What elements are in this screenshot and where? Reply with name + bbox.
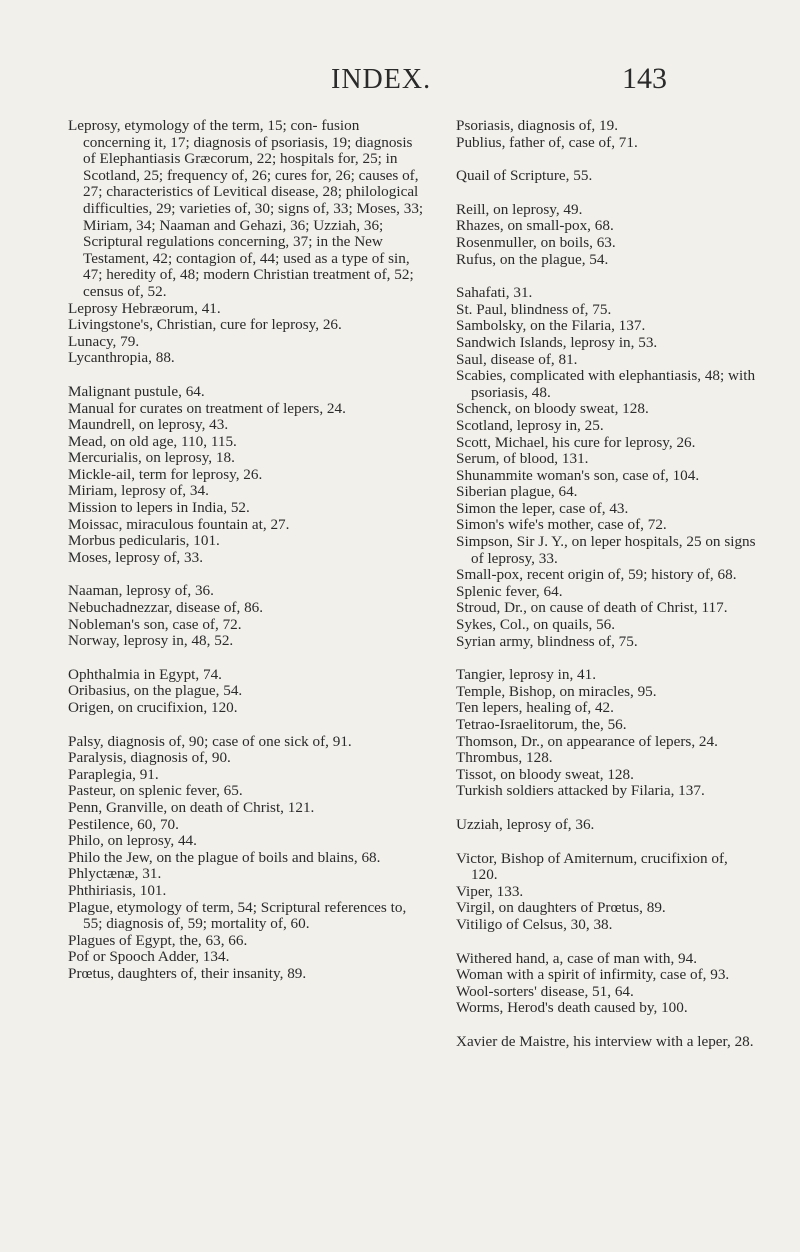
index-entry: Victor, Bishop of Amiternum, crucifixion of, 120.: [456, 849, 728, 884]
index-entry: Simon the leper, case of, 43.: [456, 499, 629, 517]
index-column-right: [456, 118, 756, 1051]
index-entry: Paralysis, diagnosis of, 90.: [68, 749, 231, 767]
index-entry: Scott, Michael, his cure for leprosy, 26.: [456, 433, 696, 451]
index-entry: Stroud, Dr., on cause of death of Christ, 117.: [456, 599, 728, 617]
index-entry: Vitiligo of Celsus, 30, 38.: [456, 915, 613, 933]
letter-section-gap: [456, 151, 756, 168]
index-entry: Pasteur, on splenic fever, 65.: [68, 782, 243, 800]
letter-section-gap: [456, 934, 756, 951]
index-entry: Ophthalmia in Egypt, 74.: [68, 665, 222, 683]
index-entry: Thomson, Dr., on appearance of lepers, 24.: [456, 732, 718, 750]
index-entry: Livingstone's, Christian, cure for leprosy, 26.: [68, 316, 342, 334]
index-entry: Philo, on leprosy, 44.: [68, 832, 197, 850]
index-entry: Saul, disease of, 81.: [456, 350, 578, 368]
index-entry: Sambolsky, on the Filaria, 137.: [456, 317, 646, 335]
index-entry: Leprosy Hebræorum, 41.: [68, 299, 221, 317]
letter-section-gap: [456, 185, 756, 202]
index-entry: Naaman, leprosy of, 36.: [68, 582, 214, 600]
index-entry: Small-pox, recent origin of, 59; history of, 68.: [456, 566, 737, 584]
index-entry: Plague, etymology of term, 54; Scriptural references to, 55; diagnosis of, 59; mortality of, 60.: [68, 898, 407, 933]
index-entry: Prœtus, daughters of, their insanity, 89.: [68, 964, 307, 982]
page-number: 143: [622, 62, 667, 95]
letter-section-gap: [68, 566, 424, 583]
index-entry: Schenck, on bloody sweat, 128.: [456, 400, 649, 418]
index-entry: Nebuchadnezzar, disease of, 86.: [68, 599, 264, 617]
index-entry: Origen, on crucifixion, 120.: [68, 699, 238, 716]
index-entry: Woman with a spirit of infirmity, case of, 93.: [456, 966, 730, 984]
index-entry: Tissot, on bloody sweat, 128.: [456, 765, 634, 783]
index-entry: Morbus pedicularis, 101.: [68, 532, 220, 550]
index-entry: Worms, Herod's death caused by, 100.: [456, 999, 688, 1017]
index-entry: St. Paul, blindness of, 75.: [456, 300, 612, 318]
letter-section-gap: [456, 1017, 756, 1034]
index-entry: Tangier, leprosy in, 41.: [456, 666, 597, 684]
index-entry: Scotland, leprosy in, 25.: [456, 416, 604, 434]
index-entry: Palsy, diagnosis of, 90; case of one sick of, 91.: [68, 732, 352, 750]
index-entry: Simon's wife's mother, case of, 72.: [456, 516, 667, 534]
index-column-left: [68, 118, 424, 983]
index-entry: Phthiriasis, 101.: [68, 881, 167, 899]
index-entry: Temple, Bishop, on miracles, 95.: [456, 682, 657, 700]
index-entry: Lunacy, 79.: [68, 332, 140, 350]
index-entry: Nobleman's son, case of, 72.: [68, 615, 242, 633]
index-entry: Mercurialis, on leprosy, 18.: [68, 449, 235, 467]
index-entry: Lycanthropia, 88.: [68, 349, 175, 367]
index-entry: Paraplegia, 91.: [68, 765, 159, 783]
index-entry: Xavier de Maistre, his interview with a leper, 28.: [456, 1032, 754, 1050]
letter-section-gap: [68, 650, 424, 667]
index-entry: Uzziah, leprosy of, 36.: [456, 815, 595, 833]
index-entry: Sandwich Islands, leprosy in, 53.: [456, 333, 658, 351]
letter-section-gap: [456, 834, 756, 851]
index-entry: Penn, Granville, on death of Christ, 121.: [68, 798, 315, 816]
index-entry: Turkish soldiers attacked by Filaria, 137.: [456, 782, 705, 800]
index-entry: Oribasius, on the plague, 54.: [68, 682, 243, 700]
index-entry: Mickle-ail, term for leprosy, 26.: [68, 465, 263, 483]
index-entry: Thrombus, 128.: [456, 749, 553, 767]
index-entry: Miriam, leprosy of, 34.: [68, 482, 209, 500]
index-entry: Moissac, miraculous fountain at, 27.: [68, 515, 290, 533]
index-entry: Simpson, Sir J. Y., on leper hospitals, 25 on signs of leprosy, 33.: [456, 533, 756, 567]
index-entry: Phlyctænæ, 31.: [68, 865, 162, 883]
index-entry: Philo the Jew, on the plague of boils and blains, 68.: [68, 848, 381, 866]
index-entry: Sykes, Col., on quails, 56.: [456, 616, 616, 634]
index-entry: Withered hand, a, case of man with, 94.: [456, 949, 698, 967]
index-entry: Quail of Scripture, 55.: [456, 167, 593, 185]
index-entry: Serum, of blood, 131.: [456, 450, 589, 468]
index-entry: Virgil, on daughters of Prœtus, 89.: [456, 899, 666, 917]
index-entry: Psoriasis, diagnosis of, 19.: [456, 117, 619, 134]
index-entry: Sahafati, 31.: [456, 284, 533, 302]
index-entry: Maundrell, on leprosy, 43.: [68, 416, 229, 434]
index-entry: Syrian army, blindness of, 75.: [456, 632, 638, 650]
index-entry: Pestilence, 60, 70.: [68, 815, 179, 833]
letter-section-gap: [68, 717, 424, 734]
index-entry: Publius, father of, case of, 71.: [456, 133, 638, 151]
index-entry: Leprosy, etymology of the term, 15; con- fusion concerning it, 17; diagnosis of psoriasis, 19; diagnosis of Elephantiasis Græcorum, 22; hospitals for, 25; in Scotland, 25; frequency of, 26; cures for, 26; causes of, 27; characteristics of Levitical disease, 28; philological difficulties, 29; varieties of, 30; signs of, 33; Moses, 33; Miriam, 34; Naaman and Gehazi, 36; Uzziah, 36; Scriptural regulations concerning, 37; in the New Testament, 42; contagion of, 44; used as a type of sin, 47; heredity of, 48; modern Christian treatment of, 52; census of, 52.: [68, 117, 424, 300]
index-entry: Siberian plague, 64.: [456, 483, 578, 501]
index-entry: Moses, leprosy of, 33.: [68, 548, 203, 566]
index-entry: Ten lepers, healing of, 42.: [456, 699, 614, 717]
letter-section-gap: [456, 800, 756, 817]
page-title: INDEX.: [331, 64, 432, 95]
index-entry: Shunammite woman's son, case of, 104.: [456, 466, 700, 484]
letter-section-gap: [456, 268, 756, 285]
index-entry: Reill, on leprosy, 49.: [456, 200, 583, 218]
index-entry: Rufus, on the plague, 54.: [456, 250, 609, 268]
index-entry: Plagues of Egypt, the, 63, 66.: [68, 931, 248, 949]
index-entry: Rosenmuller, on boils, 63.: [456, 233, 616, 251]
running-head: [0, 62, 800, 102]
index-entry: Viper, 133.: [456, 882, 524, 900]
index-entry: Rhazes, on small-pox, 68.: [456, 217, 614, 235]
index-entry: Wool-sorters' disease, 51, 64.: [456, 982, 634, 1000]
index-entry: Pof or Spooch Adder, 134.: [68, 948, 230, 966]
index-entry: Norway, leprosy in, 48, 52.: [68, 632, 234, 650]
index-entry: Mission to lepers in India, 52.: [68, 499, 250, 517]
index-entry: Scabies, complicated with elephantiasis, 48; with psoriasis, 48.: [456, 367, 756, 401]
index-entry: Manual for curates on treatment of lepers, 24.: [68, 399, 346, 417]
letter-section-gap: [456, 650, 756, 667]
index-entry: Splenic fever, 64.: [456, 582, 563, 600]
index-entry: Malignant pustule, 64.: [68, 382, 205, 400]
letter-section-gap: [68, 367, 424, 384]
index-entry: Tetrao-Israelitorum, the, 56.: [456, 716, 627, 733]
index-entry: Mead, on old age, 110, 115.: [68, 432, 237, 450]
